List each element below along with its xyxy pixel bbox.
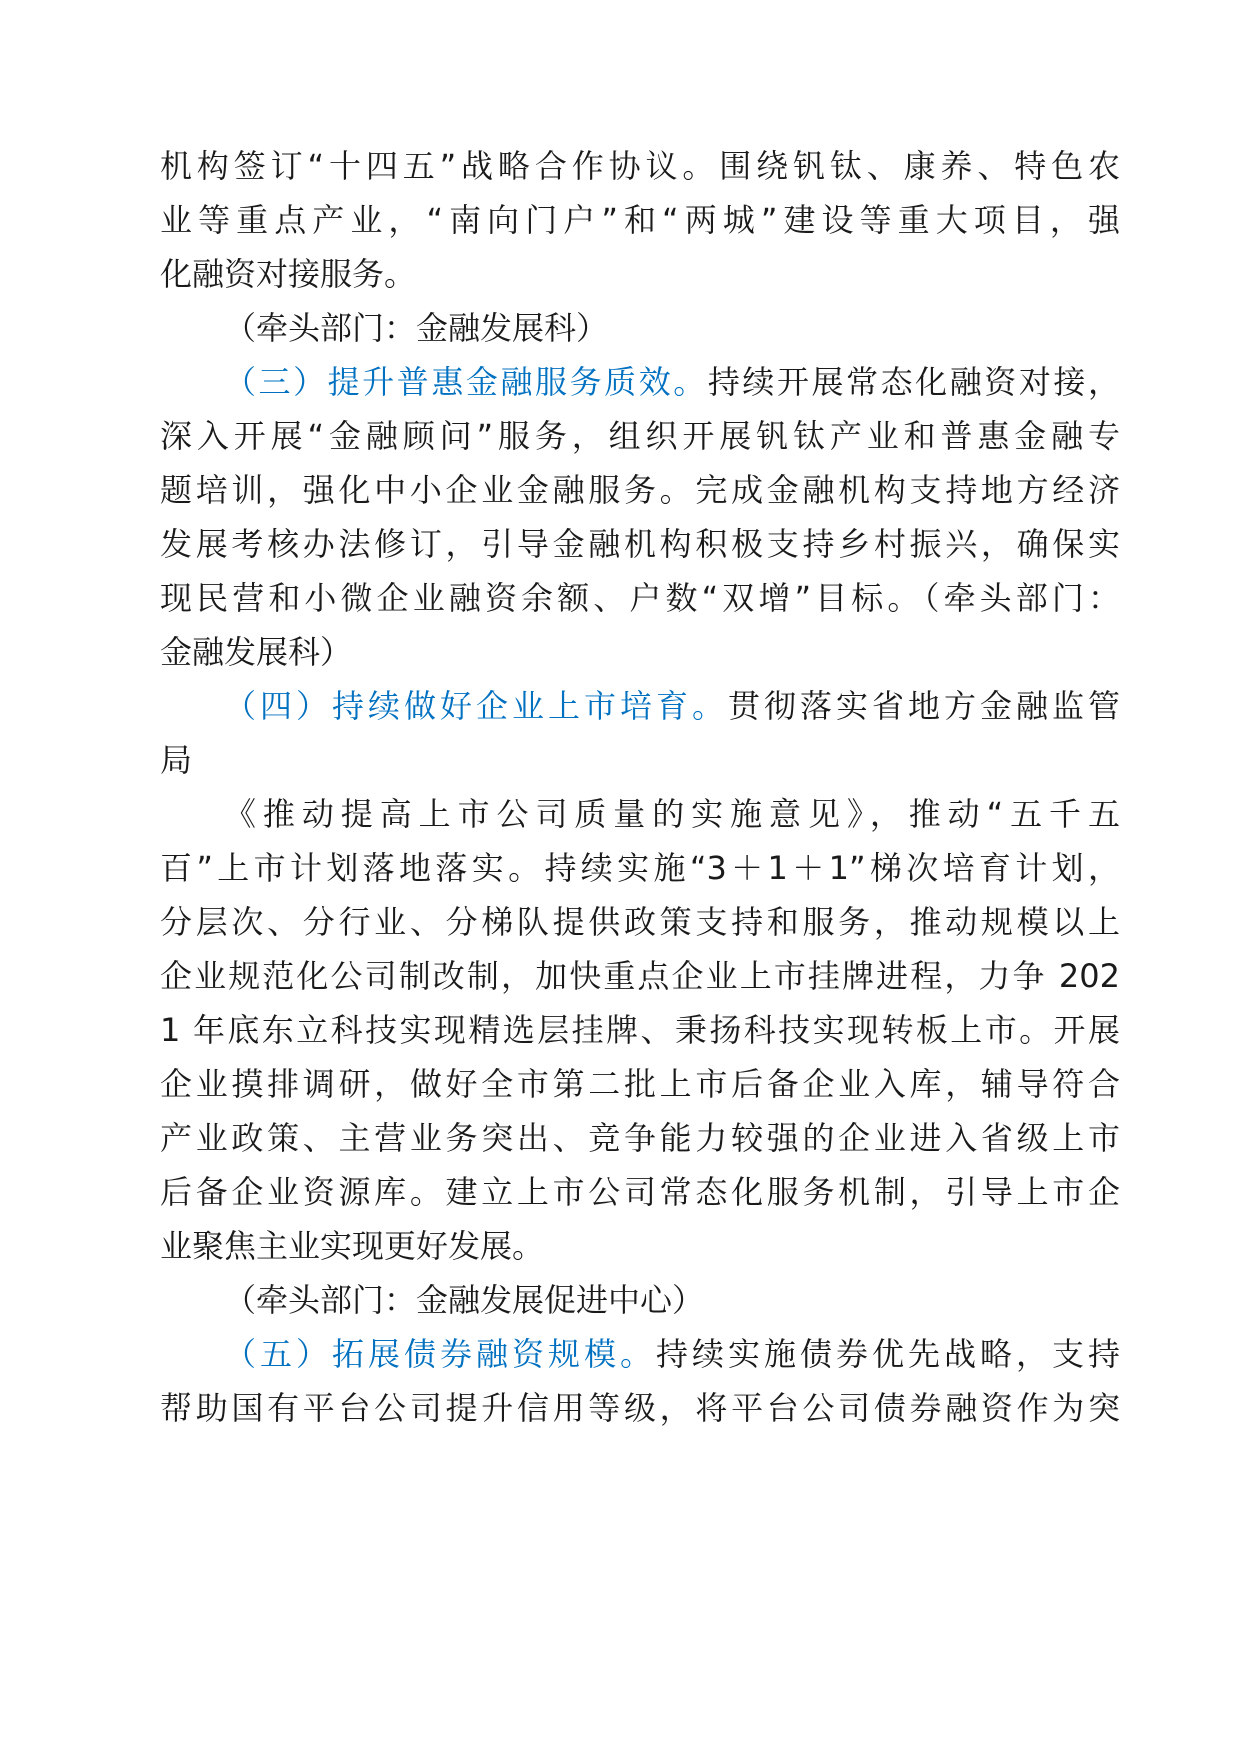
paragraph-line: 深入开展“金融顾问”服务，组织开展钒钛产业和普惠金融专 — [160, 417, 1120, 455]
section-body-text: 持续实施债券优先战略，支持 — [656, 1335, 1120, 1373]
paragraph-line: 产业政策、主营业务突出、竞争能力较强的企业进入省级上市 — [160, 1119, 1120, 1157]
paragraph-line: 现民营和小微企业融资余额、户数“双增”目标。（牵头部门： — [160, 579, 1120, 617]
section-body-text: 持续开展常态化融资对接， — [707, 363, 1120, 401]
section-heading-line — [224, 678, 1120, 734]
paragraph-line: 业聚焦主业实现更好发展。 — [160, 1227, 545, 1265]
paragraph-line: 企业规范化公司制改制，加快重点企业上市挂牌进程，力争 202 — [160, 957, 1120, 995]
paragraph-line: 题培训，强化中小企业金融服务。完成金融机构支持地方经济 — [160, 471, 1120, 509]
paragraph-line: 化融资对接服务。 — [160, 255, 417, 293]
section-heading: （三）提升普惠金融服务质效。 — [224, 363, 708, 401]
paragraph-line: 1 年底东立科技实现精选层挂牌、秉扬科技实现转板上市。开展 — [160, 1011, 1120, 1049]
paragraph-line: 后备企业资源库。建立上市公司常态化服务机制，引导上市企 — [160, 1173, 1120, 1211]
paragraph-line: 局 — [160, 741, 193, 779]
lead-department-note: （牵头部门：金融发展科） — [224, 309, 609, 347]
paragraph-line: 帮助国有平台公司提升信用等级，将平台公司债券融资作为突 — [160, 1389, 1120, 1427]
paragraph-line: 百”上市计划落地落实。持续实施“3＋1＋1”梯次培育计划， — [160, 849, 1120, 887]
section-heading-line — [224, 1326, 1120, 1382]
section-body-text: 贯彻落实省地方金融监管 — [727, 687, 1120, 725]
paragraph-line: 金融发展科） — [160, 633, 353, 671]
section-heading: （五）拓展债券融资规模。 — [224, 1335, 656, 1373]
paragraph-line: 分层次、分行业、分梯队提供政策支持和服务，推动规模以上 — [160, 903, 1120, 941]
paragraph-line: 企业摸排调研，做好全市第二批上市后备企业入库，辅导符合 — [160, 1065, 1120, 1103]
lead-department-note: （牵头部门：金融发展促进中心） — [224, 1281, 705, 1319]
section-heading: （四）持续做好企业上市培育。 — [224, 687, 728, 725]
paragraph-line: 发展考核办法修订，引导金融机构积极支持乡村振兴，确保实 — [160, 525, 1120, 563]
section-heading-line — [224, 354, 1120, 410]
paragraph-line: 机构签订“十四五”战略合作协议。围绕钒钛、康养、特色农 — [160, 147, 1120, 185]
paragraph-line: 《推动提高上市公司质量的实施意见》，推动“五千五 — [224, 795, 1120, 833]
paragraph-line: 业等重点产业，“南向门户”和“两城”建设等重大项目，强 — [160, 201, 1120, 239]
